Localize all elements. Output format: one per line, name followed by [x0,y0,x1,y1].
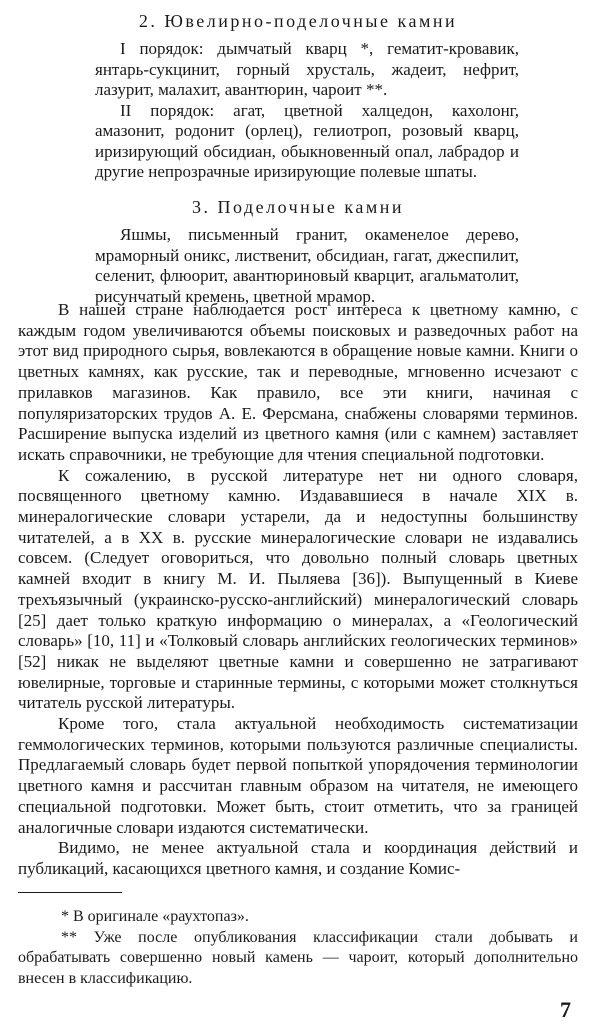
main-text [18,300,578,880]
section-3-heading: 3. Поделочные камни [191,197,405,217]
ornamental-stones: Яшмы, письменный гранит, окаменелое дерево, мраморный оникс, лиственит, обсидиан, гагат, джеспилит, селенит, флюорит, авантюриновый кварцит, агальматолит, рисунчатый кремень, цветной мрамор. [95,225,519,306]
footnote-2: ** Уже после опубликования классификации стали добывать и обрабатывать совершенно новый камень — чароит, который дополнительно внесен в классификацию. [18,928,578,987]
page-number: 7 [560,997,571,1022]
footnote-1: * В оригинале «раухтопаз». [61,908,249,925]
footnote-rule [18,892,122,893]
paragraph-3: Кроме того, стала актуальной необходимость систематизации геммологических терминов, которыми пользуются различные специалисты. Предлагаемый словарь будет первой попыткой упорядочения терминологии цветного камня и рассчитан главным образом на читателя, не имеющего специальной подготовки. Может быть, стоит отметить, что за границей аналогичные словари издаются систематически. [18,714,578,837]
second-order-stones: II порядок: агат, цветной халцедон, кахолонг, амазонит, родонит (орлец), гелиотроп, розовый кварц, иризирующий обсидиан, обыкновенный опал, лабрадор и другие непрозрачные иризирующие полевые шпаты. [95,100,519,181]
section-3-list [95,225,519,307]
paragraph-4: Видимо, не менее актуальной стала и координация действий и публикаций, касающихся цветного камня, и создание Комис- [18,838,578,878]
section-2-heading: 2. Ювелирно-поделочные камни [138,11,458,31]
paragraph-2: К сожалению, в русской литературе нет ни одного словаря, посвященного цветному камню. Издававшиеся в начале XIX в. минералогические словари устарели, да и недоступны большинству читателей, а в XX в. русские минералогические словари не издавались совсем. (Следует оговориться, что довольно полный словарь цветных камней входит в книгу М. И. Пыляева [36]). Выпущенный в Киеве трехъязычный (украинско-русско-английский) минералогический словарь [25] дает только краткую информацию о минералах, а «Геологический словарь» [10, 11] и «Толковый словарь английских геологических терминов» [52] никак не выделяют цветные камни и совершенно не затрагивают ювелирные, торговые и старинные термины, с которыми может столкнуться читатель русской литературы. [18,465,578,713]
footnotes [18,907,578,989]
section-2-list [95,39,519,183]
paragraph-1: В нашей стране наблюдается рост интереса к цветному камню, с каждым годом увеличиваются объемы поисковых и разведочных работ на этот вид природного сырья, вовлекаются в обращение новые камни. Книги о цветных камнях, как русские, так и переводные, мгновенно исчезают с прилавков магазинов. Как правило, все эти книги, начиная с популяризаторских трудов А. Е. Ферсмана, снабжены словарями терминов. Расширение выпуска изделий из цветного камня (или с камнем) заставляет искать справочники, не требующие для чтения специальной подготовки. [18,300,578,464]
first-order-stones: I порядок: дымчатый кварц *, гематит-кровавик, янтарь-сукцинит, горный хрусталь, жадеит, нефрит, лазурит, малахит, авантюрин, чароит **. [95,39,519,99]
